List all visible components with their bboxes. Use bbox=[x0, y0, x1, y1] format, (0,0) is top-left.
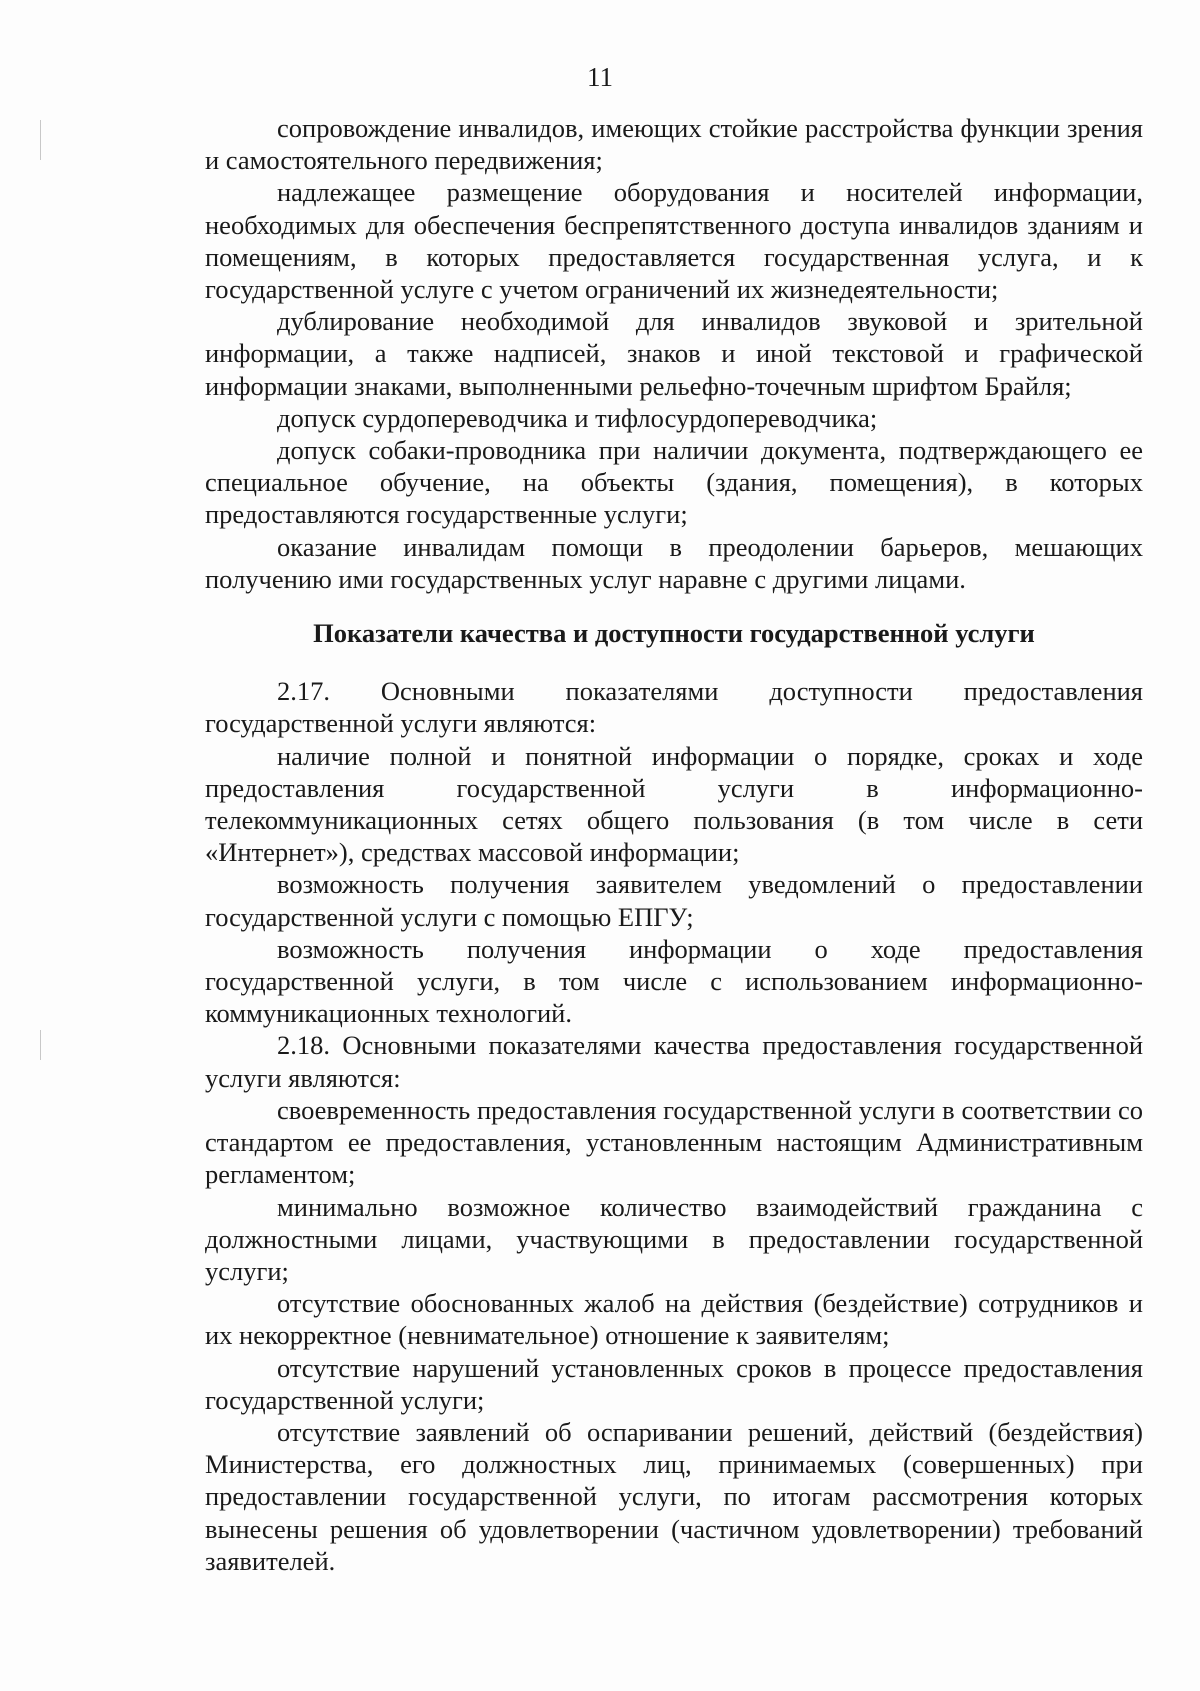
section-heading: Показатели качества и доступности государственной услуги bbox=[313, 618, 1035, 649]
paragraph: наличие полной и понятной информации о порядке, сроках и ходе предоставления государственной услуги в информационно-телекоммуникационных сетях общего пользования (в том числе в сети «Интернет»), средствах массовой информации; bbox=[205, 740, 1143, 868]
paragraph: возможность получения информации о ходе предоставления государственной услуги, в том числе с использованием информационно-коммуникационных технологий. bbox=[205, 933, 1143, 1029]
page-number: 11 bbox=[587, 62, 613, 92]
paragraph: своевременность предоставления государственной услуги в соответствии со стандартом ее предоставления, установленным настоящим Административным регламентом; bbox=[205, 1094, 1143, 1190]
paragraph: допуск собаки-проводника при наличии документа, подтверждающего ее специальное обучение, на объекты (здания, помещения), в которых предоставляются государственные услуги; bbox=[205, 435, 1143, 530]
document-body bbox=[205, 112, 1143, 1577]
paragraph: сопровождение инвалидов, имеющих стойкие расстройства функции зрения и самостоятельного передвижения; bbox=[205, 113, 1143, 176]
paragraph: надлежащее размещение оборудования и носителей информации, необходимых для обеспечения беспрепятственного доступа инвалидов зданиям и помещениям, в которых предоставляется государственная услуга, и к государственной услуге с учетом ограничений их жизнедеятельности; bbox=[205, 177, 1143, 305]
paragraph: 2.18. Основными показателями качества предоставления государственной услуги являются: bbox=[205, 1030, 1143, 1093]
paragraph: отсутствие обоснованных жалоб на действия (бездействие) сотрудников и их некорректное (невнимательное) отношение к заявителям; bbox=[205, 1288, 1143, 1351]
paragraph: возможность получения заявителем уведомлений о предоставлении государственной услуги с помощью ЕПГУ; bbox=[205, 869, 1143, 932]
paragraph: отсутствие заявлений об оспаривании решений, действий (бездействия) Министерства, его должностных лиц, принимаемых (совершенных) при предоставлении государственной услуги, по итогам рассмотрения которых вынесены решения об удовлетворении (частичном удовлетворении) требований заявителей. bbox=[205, 1416, 1143, 1576]
paragraph: дублирование необходимой для инвалидов звуковой и зрительной информации, а также надписей, знаков и иной текстовой и графической информации знаками, выполненными рельефно-точечным шрифтом Брайля; bbox=[205, 306, 1143, 401]
paragraph: допуск сурдопереводчика и тифлосурдопереводчика; bbox=[277, 402, 878, 433]
paragraph: отсутствие нарушений установленных сроков в процессе предоставления государственной услуги; bbox=[205, 1352, 1143, 1415]
scan-margin-mark bbox=[40, 120, 41, 160]
paragraph: 2.17. Основными показателями доступности предоставления государственной услуги являются: bbox=[205, 676, 1143, 739]
paragraph: минимально возможное количество взаимодействий гражданина с должностными лицами, участвующими в предоставлении государственной услуги; bbox=[205, 1191, 1143, 1286]
scan-margin-mark bbox=[40, 1030, 41, 1060]
paragraph: оказание инвалидам помощи в преодолении барьеров, мешающих получению ими государственных услуг наравне с другими лицами. bbox=[205, 531, 1143, 594]
